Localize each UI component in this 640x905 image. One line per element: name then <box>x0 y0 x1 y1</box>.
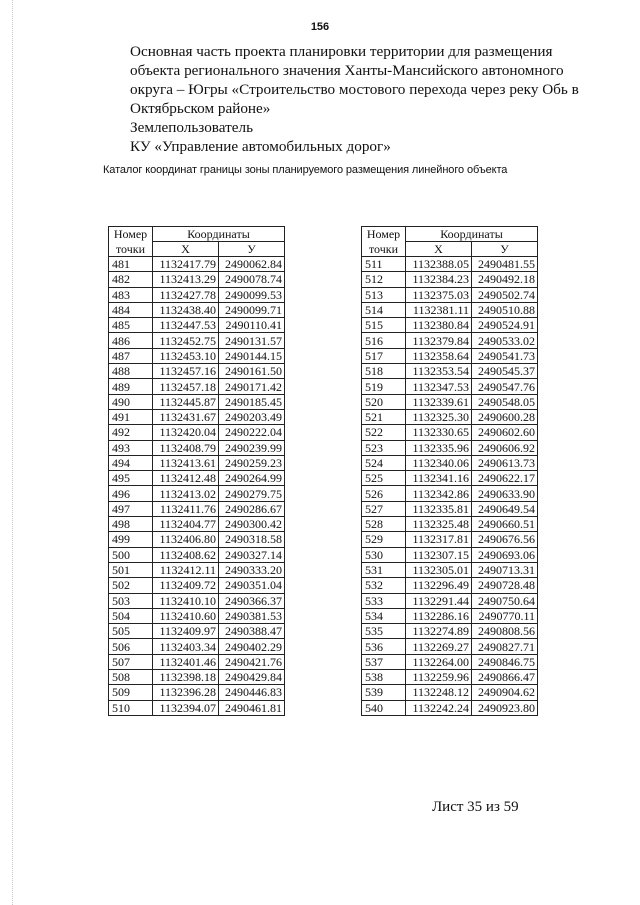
y-coordinate-cell: 2490333.20 <box>219 562 285 577</box>
point-number-cell: 515 <box>362 318 406 333</box>
y-coordinate-cell: 2490446.83 <box>219 685 285 700</box>
y-coordinate-cell: 2490161.50 <box>219 364 285 379</box>
point-number-cell: 519 <box>362 379 406 394</box>
x-coordinate-cell: 1132342.86 <box>406 486 472 501</box>
y-coordinate-cell: 2490286.67 <box>219 501 285 516</box>
table-row <box>109 272 285 287</box>
y-column-header: У <box>219 242 285 257</box>
y-coordinate-cell: 2490429.84 <box>219 670 285 685</box>
x-coordinate-cell: 1132408.62 <box>153 547 219 562</box>
y-coordinate-cell: 2490264.99 <box>219 471 285 486</box>
y-coordinate-cell: 2490633.90 <box>472 486 538 501</box>
x-coordinate-cell: 1132404.77 <box>153 517 219 532</box>
x-coordinate-cell: 1132408.79 <box>153 440 219 455</box>
point-number-cell: 537 <box>362 654 406 669</box>
x-coordinate-cell: 1132380.84 <box>406 318 472 333</box>
x-coordinate-cell: 1132445.87 <box>153 394 219 409</box>
point-number-cell: 533 <box>362 593 406 608</box>
table-row <box>109 471 285 486</box>
point-number-cell: 529 <box>362 532 406 547</box>
x-coordinate-cell: 1132410.60 <box>153 608 219 623</box>
table-row <box>109 287 285 302</box>
x-coordinate-cell: 1132412.48 <box>153 471 219 486</box>
table-row <box>109 348 285 363</box>
x-coordinate-cell: 1132381.11 <box>406 302 472 317</box>
table-row <box>362 486 538 501</box>
point-number-cell: 486 <box>109 333 153 348</box>
y-coordinate-cell: 2490381.53 <box>219 608 285 623</box>
y-coordinate-cell: 2490099.71 <box>219 302 285 317</box>
table-row <box>362 440 538 455</box>
x-coordinate-cell: 1132296.49 <box>406 578 472 593</box>
x-coordinate-cell: 1132379.84 <box>406 333 472 348</box>
point-number-cell: 523 <box>362 440 406 455</box>
x-coordinate-cell: 1132286.16 <box>406 608 472 623</box>
x-coordinate-cell: 1132427.78 <box>153 287 219 302</box>
table-row <box>109 547 285 562</box>
x-coordinate-cell: 1132431.67 <box>153 409 219 424</box>
y-coordinate-cell: 2490904.62 <box>472 685 538 700</box>
x-coordinate-cell: 1132410.10 <box>153 593 219 608</box>
point-number-cell: 509 <box>109 685 153 700</box>
y-coordinate-cell: 2490510.88 <box>472 302 538 317</box>
table-row <box>362 562 538 577</box>
y-coordinate-cell: 2490827.71 <box>472 639 538 654</box>
x-coordinate-cell: 1132335.81 <box>406 501 472 516</box>
table-row <box>362 257 538 272</box>
table-row <box>362 532 538 547</box>
point-number-cell: 495 <box>109 471 153 486</box>
x-column-header: X <box>153 242 219 257</box>
x-coordinate-cell: 1132375.03 <box>406 287 472 302</box>
x-coordinate-cell: 1132388.05 <box>406 257 472 272</box>
point-number-cell: 498 <box>109 517 153 532</box>
scan-margin-line <box>12 0 13 905</box>
table-row <box>109 409 285 424</box>
y-coordinate-cell: 2490185.45 <box>219 394 285 409</box>
table-row <box>362 700 538 715</box>
y-coordinate-cell: 2490750.64 <box>472 593 538 608</box>
table-row <box>109 302 285 317</box>
table-row <box>109 425 285 440</box>
y-coordinate-cell: 2490300.42 <box>219 517 285 532</box>
y-coordinate-cell: 2490492.18 <box>472 272 538 287</box>
table-row <box>362 425 538 440</box>
y-coordinate-cell: 2490533.02 <box>472 333 538 348</box>
x-coordinate-cell: 1132411.76 <box>153 501 219 516</box>
x-coordinate-cell: 1132358.64 <box>406 348 472 363</box>
point-number-cell: 514 <box>362 302 406 317</box>
table-row <box>362 455 538 470</box>
table-row <box>362 685 538 700</box>
page-number: 156 <box>310 21 330 33</box>
table-row <box>109 700 285 715</box>
x-coordinate-cell: 1132264.00 <box>406 654 472 669</box>
point-number-cell: 499 <box>109 532 153 547</box>
table-row <box>109 394 285 409</box>
x-coordinate-cell: 1132452.75 <box>153 333 219 348</box>
table-row <box>109 685 285 700</box>
x-coordinate-cell: 1132406.80 <box>153 532 219 547</box>
x-coordinate-cell: 1132335.96 <box>406 440 472 455</box>
x-coordinate-cell: 1132269.27 <box>406 639 472 654</box>
heading-line: Основная часть проекта планировки территории для размещения <box>130 43 553 60</box>
x-coordinate-cell: 1132453.10 <box>153 348 219 363</box>
sheet-counter: Лист 35 из 59 <box>432 799 519 815</box>
x-coordinate-cell: 1132259.96 <box>406 670 472 685</box>
heading-line: Октябрьском районе» <box>130 100 271 117</box>
x-coordinate-cell: 1132347.53 <box>406 379 472 394</box>
x-coordinate-cell: 1132330.65 <box>406 425 472 440</box>
point-number-cell: 510 <box>109 700 153 715</box>
y-coordinate-cell: 2490600.28 <box>472 409 538 424</box>
table-row <box>362 593 538 608</box>
point-number-cell: 531 <box>362 562 406 577</box>
point-number-cell: 513 <box>362 287 406 302</box>
y-coordinate-cell: 2490327.14 <box>219 547 285 562</box>
table-row <box>109 593 285 608</box>
table-row <box>109 501 285 516</box>
x-coordinate-cell: 1132341.16 <box>406 471 472 486</box>
point-number-cell: 530 <box>362 547 406 562</box>
point-number-cell: 496 <box>109 486 153 501</box>
x-coordinate-cell: 1132412.11 <box>153 562 219 577</box>
table-row <box>109 318 285 333</box>
x-coordinate-cell: 1132413.29 <box>153 272 219 287</box>
table-row <box>362 318 538 333</box>
y-coordinate-cell: 2490062.84 <box>219 257 285 272</box>
y-coordinate-cell: 2490622.17 <box>472 471 538 486</box>
table-row <box>109 670 285 685</box>
x-coordinate-cell: 1132409.72 <box>153 578 219 593</box>
document-heading <box>130 42 600 156</box>
x-coordinate-cell: 1132353.54 <box>406 364 472 379</box>
x-coordinate-cell: 1132291.44 <box>406 593 472 608</box>
table-row <box>362 639 538 654</box>
x-coordinate-cell: 1132457.16 <box>153 364 219 379</box>
point-number-cell: 528 <box>362 517 406 532</box>
y-coordinate-cell: 2490548.05 <box>472 394 538 409</box>
coordinates-header: Координаты <box>153 227 285 242</box>
y-coordinate-cell: 2490547.76 <box>472 379 538 394</box>
point-number-cell: 502 <box>109 578 153 593</box>
table-row <box>362 272 538 287</box>
y-coordinate-cell: 2490279.75 <box>219 486 285 501</box>
y-coordinate-cell: 2490239.99 <box>219 440 285 455</box>
table-row <box>109 333 285 348</box>
x-column-header: X <box>406 242 472 257</box>
table-row <box>362 287 538 302</box>
table-row <box>109 624 285 639</box>
y-coordinate-cell: 2490808.56 <box>472 624 538 639</box>
y-coordinate-cell: 2490421.76 <box>219 654 285 669</box>
x-coordinate-cell: 1132398.18 <box>153 670 219 685</box>
y-coordinate-cell: 2490131.57 <box>219 333 285 348</box>
point-number-cell: 511 <box>362 257 406 272</box>
y-coordinate-cell: 2490171.42 <box>219 379 285 394</box>
y-coordinate-cell: 2490366.37 <box>219 593 285 608</box>
x-coordinate-cell: 1132305.01 <box>406 562 472 577</box>
table-row <box>109 455 285 470</box>
table-row <box>109 578 285 593</box>
x-coordinate-cell: 1132325.48 <box>406 517 472 532</box>
table-row <box>362 364 538 379</box>
point-number-header-line2: точки <box>362 242 406 257</box>
coordinates-header: Координаты <box>406 227 538 242</box>
x-coordinate-cell: 1132339.61 <box>406 394 472 409</box>
y-coordinate-cell: 2490524.91 <box>472 318 538 333</box>
x-coordinate-cell: 1132242.24 <box>406 700 472 715</box>
point-number-cell: 534 <box>362 608 406 623</box>
x-coordinate-cell: 1132307.15 <box>406 547 472 562</box>
y-coordinate-cell: 2490866.47 <box>472 670 538 685</box>
point-number-cell: 503 <box>109 593 153 608</box>
x-coordinate-cell: 1132438.40 <box>153 302 219 317</box>
point-number-cell: 516 <box>362 333 406 348</box>
table-row <box>109 364 285 379</box>
y-coordinate-cell: 2490318.58 <box>219 532 285 547</box>
point-number-cell: 525 <box>362 471 406 486</box>
table-row <box>362 624 538 639</box>
y-coordinate-cell: 2490676.56 <box>472 532 538 547</box>
x-coordinate-cell: 1132401.46 <box>153 654 219 669</box>
x-coordinate-cell: 1132317.81 <box>406 532 472 547</box>
table-row <box>109 532 285 547</box>
table-row <box>362 409 538 424</box>
y-coordinate-cell: 2490203.49 <box>219 409 285 424</box>
table-row <box>109 257 285 272</box>
table-row <box>109 639 285 654</box>
y-coordinate-cell: 2490099.53 <box>219 287 285 302</box>
y-coordinate-cell: 2490259.23 <box>219 455 285 470</box>
y-coordinate-cell: 2490545.37 <box>472 364 538 379</box>
y-coordinate-cell: 2490351.04 <box>219 578 285 593</box>
table-row <box>362 517 538 532</box>
x-coordinate-cell: 1132413.61 <box>153 455 219 470</box>
point-number-cell: 539 <box>362 685 406 700</box>
y-coordinate-cell: 2490713.31 <box>472 562 538 577</box>
table-row <box>362 670 538 685</box>
point-number-cell: 527 <box>362 501 406 516</box>
point-number-cell: 536 <box>362 639 406 654</box>
point-number-cell: 505 <box>109 624 153 639</box>
y-coordinate-cell: 2490110.41 <box>219 318 285 333</box>
point-number-cell: 483 <box>109 287 153 302</box>
point-number-cell: 487 <box>109 348 153 363</box>
table-row <box>109 562 285 577</box>
point-number-cell: 522 <box>362 425 406 440</box>
y-column-header: У <box>472 242 538 257</box>
table-row <box>362 578 538 593</box>
x-coordinate-cell: 1132384.23 <box>406 272 472 287</box>
table-row <box>362 302 538 317</box>
point-number-cell: 508 <box>109 670 153 685</box>
table-row <box>362 471 538 486</box>
table-row <box>362 394 538 409</box>
x-coordinate-cell: 1132420.04 <box>153 425 219 440</box>
land-user-label: Землепользователь <box>130 119 254 136</box>
point-number-cell: 532 <box>362 578 406 593</box>
x-coordinate-cell: 1132403.34 <box>153 639 219 654</box>
heading-line: объекта регионального значения Ханты-Мансийского автономного <box>130 62 564 79</box>
y-coordinate-cell: 2490602.60 <box>472 425 538 440</box>
point-number-cell: 540 <box>362 700 406 715</box>
x-coordinate-cell: 1132447.53 <box>153 318 219 333</box>
point-number-cell: 521 <box>362 409 406 424</box>
x-coordinate-cell: 1132274.89 <box>406 624 472 639</box>
y-coordinate-cell: 2490660.51 <box>472 517 538 532</box>
point-number-cell: 526 <box>362 486 406 501</box>
y-coordinate-cell: 2490649.54 <box>472 501 538 516</box>
point-number-cell: 518 <box>362 364 406 379</box>
point-number-cell: 501 <box>109 562 153 577</box>
point-number-cell: 497 <box>109 501 153 516</box>
point-number-cell: 506 <box>109 639 153 654</box>
x-coordinate-cell: 1132325.30 <box>406 409 472 424</box>
table-row <box>362 379 538 394</box>
y-coordinate-cell: 2490402.29 <box>219 639 285 654</box>
table-row <box>362 654 538 669</box>
table-row <box>109 440 285 455</box>
point-number-cell: 493 <box>109 440 153 455</box>
point-number-cell: 507 <box>109 654 153 669</box>
point-number-cell: 482 <box>109 272 153 287</box>
table-row <box>362 348 538 363</box>
table-row <box>362 333 538 348</box>
point-number-cell: 488 <box>109 364 153 379</box>
y-coordinate-cell: 2490144.15 <box>219 348 285 363</box>
table-row <box>109 379 285 394</box>
table-row <box>362 547 538 562</box>
point-number-cell: 490 <box>109 394 153 409</box>
point-number-header-line2: точки <box>109 242 153 257</box>
point-number-cell: 491 <box>109 409 153 424</box>
y-coordinate-cell: 2490770.11 <box>472 608 538 623</box>
y-coordinate-cell: 2490846.75 <box>472 654 538 669</box>
y-coordinate-cell: 2490502.74 <box>472 287 538 302</box>
y-coordinate-cell: 2490078.74 <box>219 272 285 287</box>
y-coordinate-cell: 2490923.80 <box>472 700 538 715</box>
point-number-cell: 481 <box>109 257 153 272</box>
x-coordinate-cell: 1132417.79 <box>153 257 219 272</box>
table-row <box>109 517 285 532</box>
table-row <box>109 486 285 501</box>
point-number-cell: 492 <box>109 425 153 440</box>
x-coordinate-cell: 1132413.02 <box>153 486 219 501</box>
point-number-cell: 494 <box>109 455 153 470</box>
x-coordinate-cell: 1132409.97 <box>153 624 219 639</box>
point-number-cell: 524 <box>362 455 406 470</box>
coordinates-table-right <box>361 226 538 716</box>
x-coordinate-cell: 1132248.12 <box>406 685 472 700</box>
y-coordinate-cell: 2490461.81 <box>219 700 285 715</box>
x-coordinate-cell: 1132396.28 <box>153 685 219 700</box>
point-number-cell: 485 <box>109 318 153 333</box>
y-coordinate-cell: 2490388.47 <box>219 624 285 639</box>
table-row <box>362 608 538 623</box>
point-number-header: Номер <box>109 227 153 242</box>
land-user-name: КУ «Управление автомобильных дорог» <box>130 138 391 155</box>
y-coordinate-cell: 2490222.04 <box>219 425 285 440</box>
y-coordinate-cell: 2490693.06 <box>472 547 538 562</box>
catalog-caption: Каталог координат границы зоны планируемого размещения линейного объекта <box>103 164 508 176</box>
table-row <box>362 501 538 516</box>
y-coordinate-cell: 2490728.48 <box>472 578 538 593</box>
point-number-header: Номер <box>362 227 406 242</box>
y-coordinate-cell: 2490613.73 <box>472 455 538 470</box>
point-number-cell: 535 <box>362 624 406 639</box>
point-number-cell: 538 <box>362 670 406 685</box>
y-coordinate-cell: 2490481.55 <box>472 257 538 272</box>
point-number-cell: 512 <box>362 272 406 287</box>
table-row <box>109 654 285 669</box>
y-coordinate-cell: 2490606.92 <box>472 440 538 455</box>
heading-line: округа – Югры «Строительство мостового перехода через реку Обь в <box>130 81 579 98</box>
point-number-cell: 484 <box>109 302 153 317</box>
table-row <box>109 608 285 623</box>
point-number-cell: 500 <box>109 547 153 562</box>
point-number-cell: 489 <box>109 379 153 394</box>
point-number-cell: 520 <box>362 394 406 409</box>
coordinates-table-left <box>108 226 285 716</box>
x-coordinate-cell: 1132340.06 <box>406 455 472 470</box>
point-number-cell: 504 <box>109 608 153 623</box>
x-coordinate-cell: 1132457.18 <box>153 379 219 394</box>
x-coordinate-cell: 1132394.07 <box>153 700 219 715</box>
y-coordinate-cell: 2490541.73 <box>472 348 538 363</box>
point-number-cell: 517 <box>362 348 406 363</box>
